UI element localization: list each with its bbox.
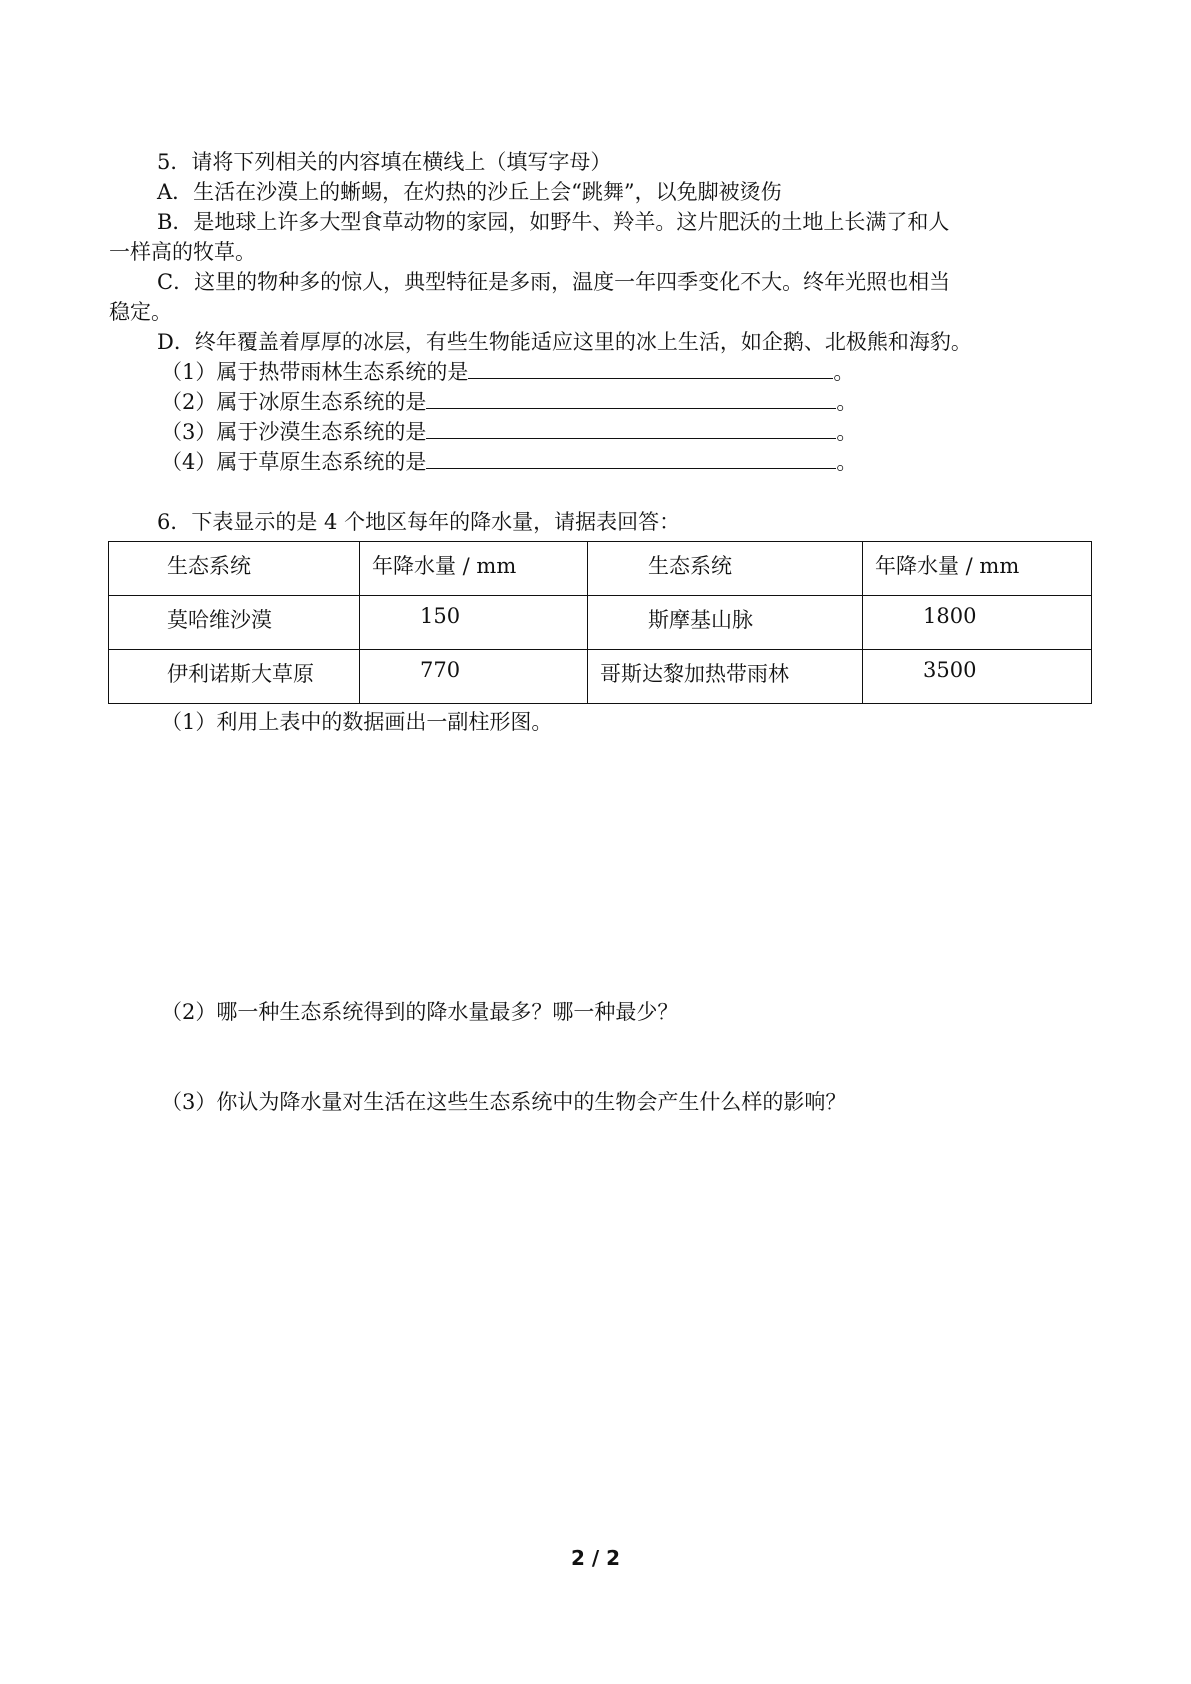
q5-answer-blank-3[interactable] xyxy=(426,416,836,439)
table-cell: 770 xyxy=(360,650,588,704)
table-header-row xyxy=(109,542,1092,596)
table-cell: 150 xyxy=(360,596,588,650)
q5-option-c-line1: C．这里的物种多的惊人，典型特征是多雨，温度一年四季变化不大。终年光照也相当 xyxy=(157,270,951,294)
q5-item-1 xyxy=(109,356,1094,386)
q5-answer-blank-2[interactable] xyxy=(426,386,836,409)
table-header-cell: 生态系统 xyxy=(588,542,863,596)
q5-item-2 xyxy=(109,386,1094,416)
q6-sub-1: （1）利用上表中的数据画出一副柱形图。 xyxy=(161,710,553,734)
table-cell: 莫哈维沙漠 xyxy=(109,596,360,650)
q5-option-d: D．终年覆盖着厚厚的冰层，有些生物能适应这里的冰上生活，如企鹅、北极熊和海豹。 xyxy=(157,330,972,354)
table-cell: 斯摩基山脉 xyxy=(588,596,863,650)
q5-answer-blank-4[interactable] xyxy=(426,446,836,469)
q5-option-b-line2: 一样高的牧草。 xyxy=(109,240,256,264)
table-header-cell: 年降水量 / mm xyxy=(360,542,588,596)
table-cell: 伊利诺斯大草原 xyxy=(109,650,360,704)
q5-item-4 xyxy=(109,446,1094,476)
precipitation-table xyxy=(108,541,1092,704)
q5-item-3-end: 。 xyxy=(836,420,858,444)
q5-option-b-line1: B．是地球上许多大型食草动物的家园，如野牛、羚羊。这片肥沃的土地上长满了和人 xyxy=(157,210,950,234)
q5-item-2-text: （2）属于冰原生态系统的是 xyxy=(161,390,427,414)
table-cell: 3500 xyxy=(863,650,1092,704)
q5-item-3 xyxy=(109,416,1094,446)
q5-option-a: A．生活在沙漠上的蜥蜴，在灼热的沙丘上会“跳舞”，以免脚被烫伤 xyxy=(157,180,782,204)
q6-sub-3: （3）你认为降水量对生活在这些生态系统中的生物会产生什么样的影响？ xyxy=(161,1090,847,1114)
table-cell: 1800 xyxy=(863,596,1092,650)
q5-item-2-end: 。 xyxy=(836,390,858,414)
table-row xyxy=(109,596,1092,650)
page-number: 2 / 2 xyxy=(570,1546,621,1570)
table-header-cell: 年降水量 / mm xyxy=(863,542,1092,596)
table-cell: 哥斯达黎加热带雨林 xyxy=(588,650,863,704)
table-header-cell: 生态系统 xyxy=(109,542,360,596)
q5-option-c-line2: 稳定。 xyxy=(109,300,172,324)
q6-title: 6．下表显示的是 4 个地区每年的降水量，请据表回答： xyxy=(157,510,681,534)
q5-item-4-end: 。 xyxy=(836,450,858,474)
q5-item-3-text: （3）属于沙漠生态系统的是 xyxy=(161,420,427,444)
q5-item-1-text: （1）属于热带雨林生态系统的是 xyxy=(161,360,469,384)
q5-item-1-end: 。 xyxy=(833,360,855,384)
q5-answer-blank-1[interactable] xyxy=(468,356,833,379)
table-row xyxy=(109,650,1092,704)
q5-title: 5．请将下列相关的内容填在横线上（填写字母） xyxy=(157,150,612,174)
q6-sub-2: （2）哪一种生态系统得到的降水量最多？哪一种最少？ xyxy=(161,1000,679,1024)
q5-item-4-text: （4）属于草原生态系统的是 xyxy=(161,450,427,474)
